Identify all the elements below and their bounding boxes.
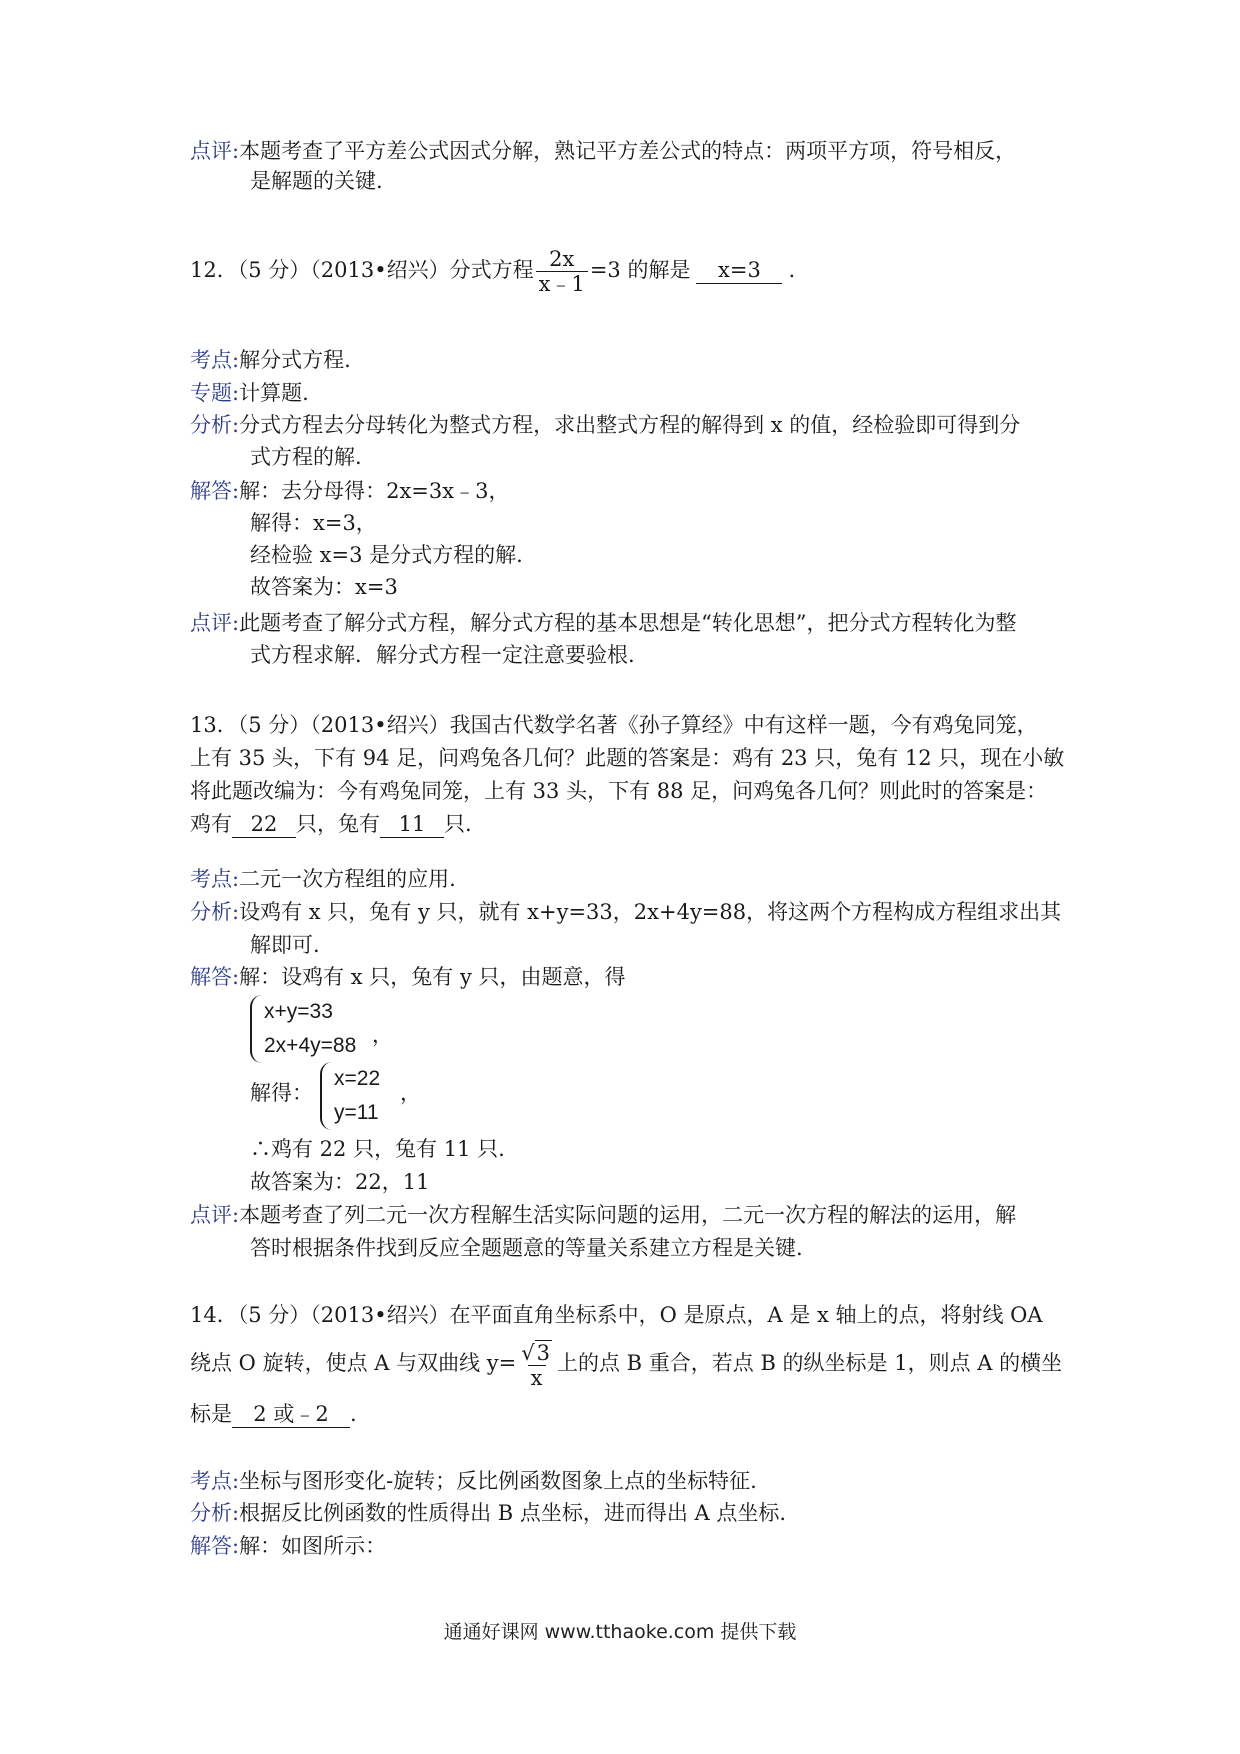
answer-blank: 2 或﹣2 <box>232 1401 350 1428</box>
label-kaodian: 考点: <box>190 867 240 891</box>
question-14-line-3 <box>190 1399 357 1429</box>
review-line-cont: 是解题的关键. <box>250 169 383 193</box>
label-kaodian: 考点: <box>190 1469 240 1493</box>
q12-jieda-line-3: 经检验 x=3 是分式方程的解. <box>250 543 523 567</box>
label-fenxi: 分析: <box>190 1501 240 1525</box>
label-jieda: 解答: <box>190 965 240 989</box>
q12-dianping-cont: 式方程求解．解分式方程一定注意要验根. <box>250 643 635 667</box>
answer-blank: 11 <box>380 811 444 838</box>
q12-end: . <box>788 258 796 282</box>
fenxi-text: 根据反比例函数的性质得出 B 点坐标，进而得出 A 点坐标. <box>239 1501 787 1525</box>
q12-dianping <box>190 608 1017 638</box>
q14-text-c: 标是 <box>190 1402 232 1426</box>
q12-prefix: 12．（5 分）（2013•绍兴）分式方程 <box>190 258 534 282</box>
q12-fenxi-cont: 式方程的解. <box>250 445 362 469</box>
q14-jieda <box>190 1531 386 1561</box>
question-13-line-1: 13．（5 分）（2013•绍兴）我国古代数学名著《孙子算经》中有这样一题，今有鸡兔同笼， <box>190 713 1038 737</box>
equation-system <box>250 995 356 1063</box>
jieda-text: 解：设鸡有 x 只，兔有 y 只，由题意，得 <box>239 965 626 989</box>
equation-row: y=11 <box>334 1101 379 1124</box>
question-13-line-3: 将此题改编为：今有鸡兔同笼，上有 33 头，下有 88 足，问鸡兔各几何？则此时的答案是： <box>190 779 1048 803</box>
q14-text-b: 上的点 B 重合，若点 B 的纵坐标是 1，则点 A 的横坐 <box>556 1351 1063 1375</box>
q13-kaodian <box>190 864 456 894</box>
label-fenxi: 分析: <box>190 413 240 437</box>
kaodian-text: 解分式方程. <box>239 348 351 372</box>
equation-row: x+y=33 <box>264 1000 333 1023</box>
zhuanti-text: 计算题. <box>239 381 309 405</box>
fenxi-text: 设鸡有 x 只，兔有 y 只，就有 x+y=33，2x+4y=88，将这两个方程构成方程组求出其 <box>239 900 1062 924</box>
fraction-numerator: √3 <box>521 1340 550 1365</box>
q13-text-a: 鸡有 <box>190 812 232 836</box>
system-comma: ， <box>400 1081 421 1105</box>
q13-dianping <box>190 1200 1016 1230</box>
answer-blank: 22 <box>232 811 296 838</box>
system-comma: ， <box>372 1023 393 1047</box>
fraction <box>536 247 588 296</box>
q13-conclusion: ∴鸡有 22 只，兔有 11 只. <box>250 1137 505 1161</box>
q13-dianping-cont: 答时根据条件找到反应全题题意的等量关系建立方程是关键. <box>250 1236 803 1260</box>
jiede-label: 解得： <box>250 1081 313 1105</box>
fraction-denominator: x <box>528 1365 546 1390</box>
brace <box>320 1062 332 1130</box>
equation-row: x=22 <box>334 1067 381 1090</box>
label-dianping: 点评: <box>190 1203 240 1227</box>
jieda-text: 解：如图所示： <box>239 1534 387 1558</box>
q12-kaodian <box>190 345 351 375</box>
label-kaodian: 考点: <box>190 348 240 372</box>
q13-fenxi-cont: 解即可. <box>250 933 320 957</box>
answer-blank: x=3 <box>696 257 782 284</box>
brace <box>250 995 262 1063</box>
q14-text-a: 绕点 O 旋转，使点 A 与双曲线 y= <box>190 1351 517 1375</box>
dianping-text: 此题考查了解分式方程，解分式方程的基本思想是“转化思想”，把分式方程转化为整 <box>239 611 1017 635</box>
review-text: 本题考查了平方差公式因式分解，熟记平方差公式的特点：两项平方项，符号相反， <box>239 139 1017 163</box>
label-dianping: 点评: <box>190 139 240 163</box>
question-12 <box>190 240 795 300</box>
kaodian-text: 二元一次方程组的应用. <box>239 867 456 891</box>
dianping-text: 本题考查了列二元一次方程解生活实际问题的运用，二元一次方程的解法的运用，解 <box>239 1203 1017 1227</box>
q13-text-b: 只，兔有 <box>296 812 380 836</box>
fenxi-text: 分式方程去分母转化为整式方程，求出整式方程的解得到 x 的值，经检验即可得到分 <box>239 413 1021 437</box>
label-jieda: 解答: <box>190 479 240 503</box>
label-jieda: 解答: <box>190 1534 240 1558</box>
question-13-line-2: 上有 35 头，下有 94 足，问鸡兔各几何？此题的答案是：鸡有 23 只，兔有 12 只，现在小敏 <box>190 746 1065 770</box>
q12-fenxi <box>190 410 1020 440</box>
q12-jieda-line-4: 故答案为：x=3 <box>250 575 398 599</box>
kaodian-text: 坐标与图形变化-旋转；反比例函数图象上点的坐标特征. <box>239 1469 757 1493</box>
page-footer: 通通好课网 www.tthaoke.com 提供下载 <box>443 1621 797 1643</box>
sqrt-radicand: 3 <box>536 1340 550 1365</box>
label-dianping: 点评: <box>190 611 240 635</box>
question-14-line-1: 14．（5 分）（2013•绍兴）在平面直角坐标系中，O 是原点，A 是 x 轴上的点，将射线 OA <box>190 1303 1043 1327</box>
q14-kaodian <box>190 1466 757 1496</box>
q12-jieda-line-2: 解得：x=3， <box>250 511 377 535</box>
q13-text-c: 只. <box>444 812 472 836</box>
solution-system <box>320 1062 380 1130</box>
q12-zhuanti <box>190 378 309 408</box>
q13-jieda <box>190 962 626 992</box>
q12-suffix: =3 的解是 <box>589 258 691 282</box>
fraction-denominator: x﹣1 <box>536 271 588 296</box>
question-13-line-4 <box>190 809 472 839</box>
q14-text-d: . <box>350 1402 357 1426</box>
fraction-numerator: 2x <box>549 247 575 271</box>
q12-jieda <box>190 476 509 506</box>
jieda-text: 解：去分母得：2x=3x﹣3， <box>239 479 510 503</box>
fraction <box>518 1340 555 1390</box>
q13-fenxi <box>190 897 1061 927</box>
q13-answer-line: 故答案为：22，11 <box>250 1170 430 1194</box>
q14-fenxi <box>190 1498 786 1528</box>
question-14-line-2 <box>190 1332 1062 1394</box>
label-fenxi: 分析: <box>190 900 240 924</box>
review-line <box>190 136 1016 166</box>
label-zhuanti: 专题: <box>190 381 240 405</box>
equation-row: 2x+4y=88 <box>264 1034 357 1057</box>
